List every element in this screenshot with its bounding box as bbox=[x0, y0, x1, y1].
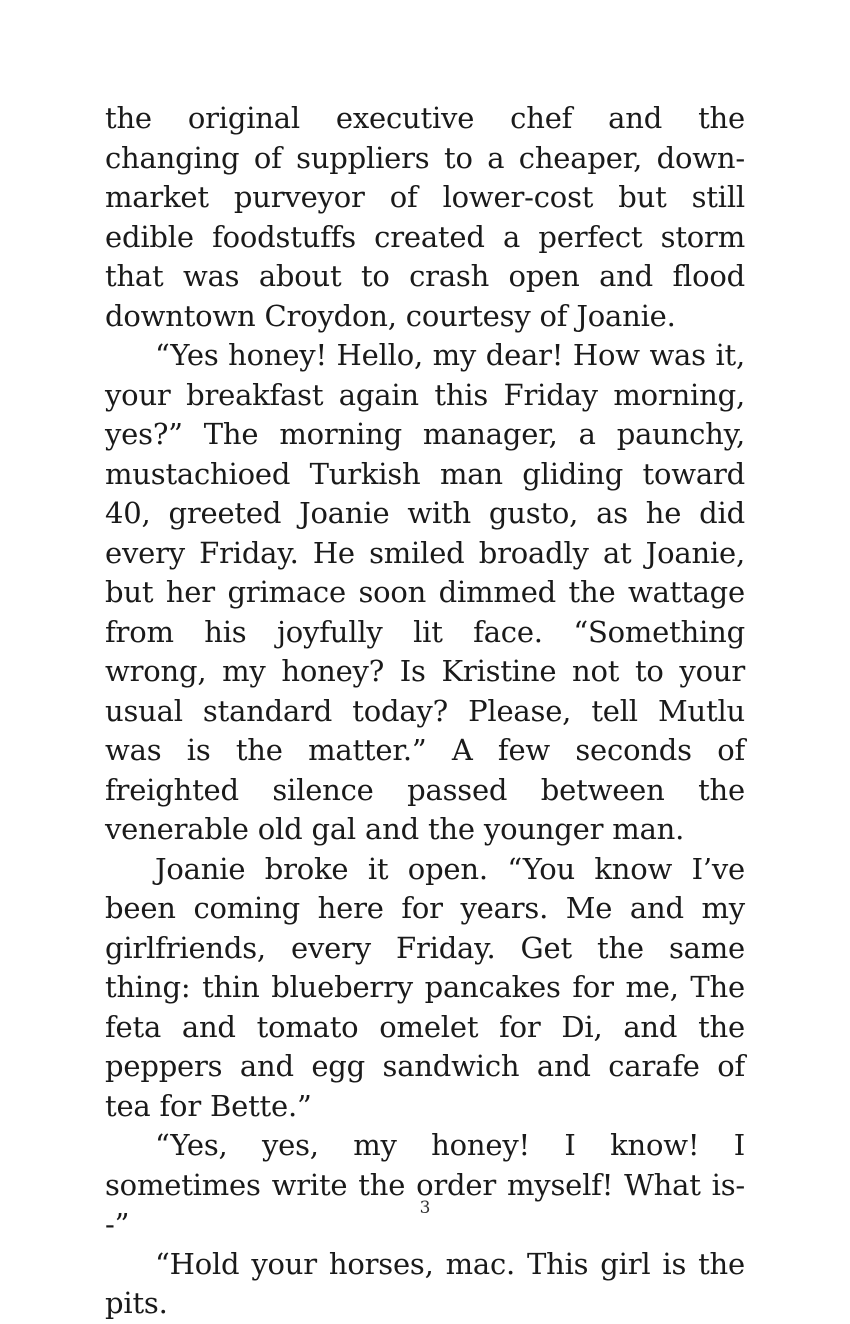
paragraph-joanie-complaint: Joanie broke it open. “You know I’ve been coming here for years. Me and my girlfriends, every Friday. Get the same thing: thin blueberry pancakes for me, The feta and tomato omelet for Di, and the peppers and egg sandwich and carafe of tea for Bette.” bbox=[105, 851, 745, 1123]
paragraph-joanie-interrupt: “Hold your horses, mac. This girl is the pits. bbox=[105, 1246, 745, 1320]
page-number: 3 bbox=[419, 1198, 431, 1218]
body-text bbox=[105, 99, 745, 1324]
paragraph-continued: the original executive chef and the changing of suppliers to a cheaper, down-market purveyor of lower-cost but still edible foodstuffs created a perfect storm that was about to crash open and flood downtown Croydon, courtesy of Joanie. bbox=[105, 101, 745, 333]
paragraph-greeting: “Yes honey! Hello, my dear! How was it, your breakfast again this Friday morning, yes?” The morning manager, a paunchy, mustachioed Turkish man gliding toward 40, greeted Joanie with gusto, as he did every Friday. He smiled broadly at Joanie, but her grimace soon dimmed the wattage from his joyfully lit face. “Something wrong, my honey? Is Kristine not to your usual standard today? Please, tell Mutlu was is the matter.” A few seconds of freighted silence passed between the venerable old gal and the younger man. bbox=[105, 338, 745, 846]
paragraph-manager-reply: “Yes, yes, my honey! I know! I sometimes write the order myself! What is--” bbox=[105, 1128, 745, 1241]
